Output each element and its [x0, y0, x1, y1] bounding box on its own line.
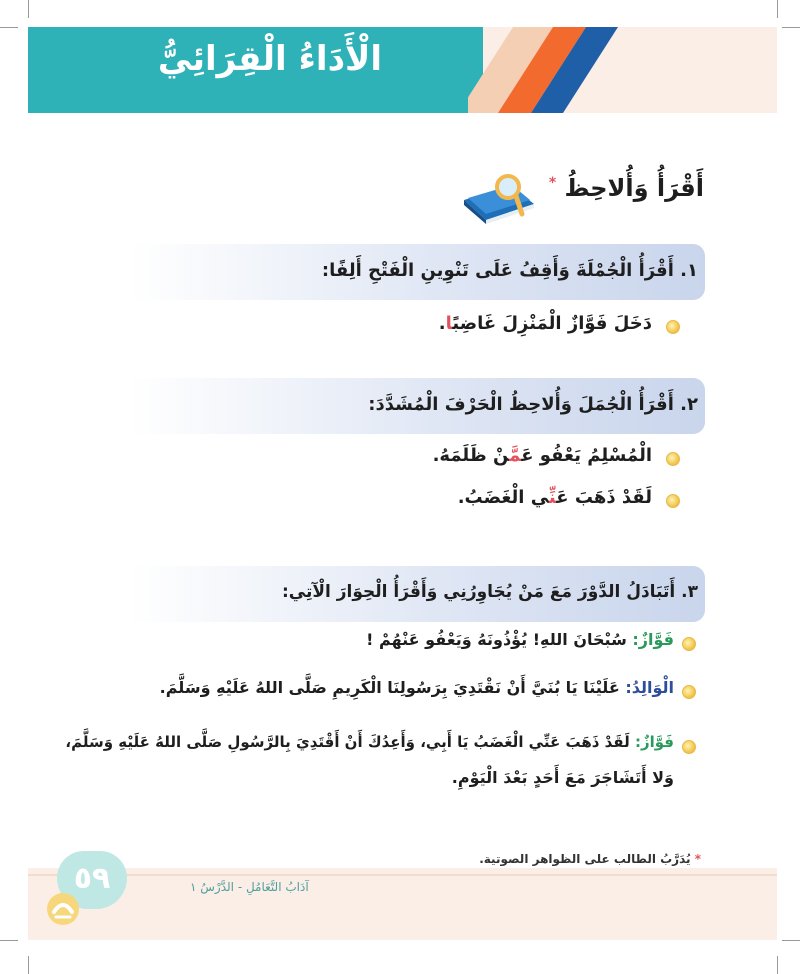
section-heading	[549, 174, 704, 202]
dialogue-line-1: فَوَّازٌ: سُبْحَانَ اللهِ! يُؤْذُونَهُ وَيَعْفُو عَنْهُمْ !	[366, 630, 674, 649]
footer-caption: آدَابُ التَّعَامُلِ - الدَّرْسُ ١	[190, 880, 309, 894]
crop-mark	[28, 956, 29, 974]
dialogue-line-3-continued: وَلا أَتَشَاجَرَ مَعَ أَحَدٍ بَعْدَ الْيَوْمِ.	[451, 768, 674, 787]
crop-mark	[777, 956, 778, 974]
footer-divider	[28, 874, 777, 876]
task3-instruction: ٣. أَتَبَادَلُ الدَّوْرَ مَعَ مَنْ يُجَاوِرُنِي وَأَقْرَأُ الْحِوَارَ الْآتِي:	[281, 582, 698, 602]
bullet-icon	[666, 452, 680, 466]
footer-band	[28, 868, 777, 940]
footnote-marker: *	[694, 852, 701, 866]
task2-sentence-1: الْمُسْلِمُ يَعْفُو عَمَّنْ ظَلَمَهُ.	[432, 445, 652, 466]
page-title: الْأَدَاءُ الْقِرَائِيُّ	[157, 39, 382, 79]
bullet-icon	[682, 637, 696, 651]
footnote: * يُدَرَّبُ الطالب على الظواهر الصوتية.	[479, 852, 701, 866]
header-diagonal-stripes	[468, 27, 648, 113]
bullet-icon	[682, 740, 696, 754]
task1-instruction: ١. أَقْرَأُ الْجُمْلَةَ وَأَقِفُ عَلَى تَنْوِينِ الْفَتْحِ أَلِفًا:	[321, 260, 698, 281]
footnote-marker: *	[548, 175, 557, 191]
bullet-icon	[682, 685, 696, 699]
tanween-highlight: ا	[445, 313, 453, 334]
dialogue-line-2: الْوَالِدُ: عَلَيْنَا يَا بُنَيَّ أَنْ نَقْتَدِيَ بِرَسُولِنَا الْكَرِيمِ صَلَّى اللهُ عَلَيْهِ وَسَلَّمَ.	[159, 678, 674, 697]
dialogue-line-3: فَوَّازٌ: لَقَدْ ذَهَبَ عَنِّي الْغَضَبُ يَا أَبِي، وَأَعِدُكَ أَنْ أَقْتَدِيَ بِالرَّسُولِ صَلَّى اللهُ عَلَيْهِ وَسَلَّمَ،	[65, 733, 674, 751]
page-number: ٥٩	[57, 851, 127, 909]
task2-sentence-2: لَقَدْ ذَهَبَ عَنِّي الْغَضَبُ.	[457, 487, 652, 508]
bullet-icon	[666, 320, 680, 334]
task2-instruction: ٢. أَقْرَأُ الْجُمَلَ وَأُلاحِظُ الْحَرْفَ الْمُشَدَّدَ:	[368, 394, 698, 415]
crop-mark	[0, 27, 18, 28]
task1-sentence: دَخَلَ فَوَّازٌ الْمَنْزِلَ غَاضِبًا.	[438, 313, 652, 334]
section-heading-text: أَقْرَأُ وَأُلاحِظُ	[564, 174, 704, 202]
publisher-logo-icon	[44, 890, 82, 928]
crop-mark	[777, 0, 778, 18]
crop-mark	[0, 940, 18, 941]
speaker-label: فَوَّازٌ:	[634, 733, 674, 751]
book-magnifier-icon	[460, 170, 538, 224]
shadda-highlight: مَّ	[509, 445, 522, 466]
shadda-highlight: نِّ	[548, 487, 557, 508]
page-header	[28, 27, 777, 113]
speaker-label: فَوَّازٌ:	[632, 630, 674, 649]
crop-mark	[782, 27, 800, 28]
crop-mark	[28, 0, 29, 18]
speaker-label: الْوَالِدُ:	[625, 678, 674, 697]
bullet-icon	[666, 494, 680, 508]
crop-mark	[782, 940, 800, 941]
